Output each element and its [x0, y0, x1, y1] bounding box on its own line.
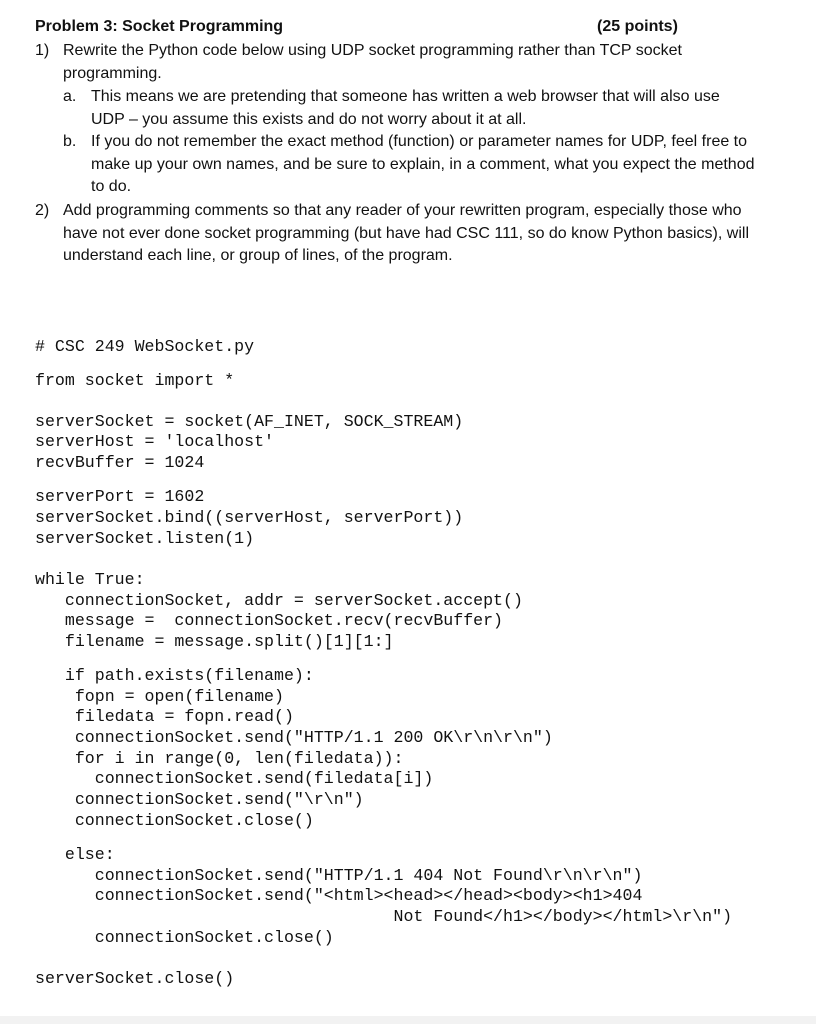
code-line: serverSocket.listen(1)	[35, 529, 255, 548]
code-line: from socket import *	[35, 371, 235, 390]
code-line: connectionSocket.send("HTTP/1.1 404 Not Found\r\n\r\n")	[35, 866, 643, 885]
item-2-marker: 2)	[35, 202, 50, 219]
code-line: connectionSocket.close()	[35, 928, 334, 947]
item-1b-marker: b.	[63, 133, 77, 150]
code-line: else:	[35, 845, 115, 864]
code-line: serverPort = 1602	[35, 487, 205, 506]
code-line: serverSocket.close()	[35, 969, 235, 988]
problem-points: (25 points)	[597, 18, 678, 35]
code-line: while True:	[35, 570, 145, 589]
code-line: Not Found</h1></body></html>\r\n")	[35, 907, 733, 926]
page-bottom-edge	[0, 1016, 816, 1024]
code-line: connectionSocket.send("HTTP/1.1 200 OK\r\n\r\n")	[35, 728, 553, 747]
code-line: # CSC 249 WebSocket.py	[35, 337, 255, 356]
item-1a-marker: a.	[63, 88, 77, 105]
code-line: connectionSocket.close()	[35, 811, 314, 830]
code-line: if path.exists(filename):	[35, 666, 314, 685]
item-2-text: Add programming comments so that any reader of your rewritten program, especially those who have not ever done socket programming (but have had CSC 111, so do know Python basics), will understand each line, or group of lines, of the program.	[63, 202, 749, 265]
code-line: fopn = open(filename)	[35, 687, 284, 706]
code-line: connectionSocket.send("<html><head></head><body><h1>404	[35, 886, 643, 905]
code-line: filedata = fopn.read()	[35, 707, 294, 726]
item-1-marker: 1)	[35, 42, 50, 59]
item-1a-text: This means we are pretending that someone has written a web browser that will also use UDP – you assume this exists and do not worry about it at all.	[91, 88, 720, 128]
code-line: connectionSocket.send("\r\n")	[35, 790, 364, 809]
problem-header	[35, 18, 735, 42]
code-line: serverHost = 'localhost'	[35, 432, 274, 451]
item-1b-text: If you do not remember the exact method (function) or parameter names for UDP, feel free to make up your own names, and be sure to explain, in a comment, what you expect the method to do.	[91, 133, 755, 196]
code-line: recvBuffer = 1024	[35, 453, 205, 472]
code-line: connectionSocket.send(filedata[i])	[35, 769, 434, 788]
code-line: for i in range(0, len(filedata)):	[35, 749, 404, 768]
item-1-text: Rewrite the Python code below using UDP socket programming rather than TCP socket programming.	[63, 42, 682, 82]
code-line: connectionSocket, addr = serverSocket.accept()	[35, 591, 523, 610]
code-line: serverSocket = socket(AF_INET, SOCK_STREAM)	[35, 412, 464, 431]
code-line: message = connectionSocket.recv(recvBuffer)	[35, 611, 504, 630]
code-line: serverSocket.bind((serverHost, serverPort))	[35, 508, 464, 527]
code-line: filename = message.split()[1][1:]	[35, 632, 394, 651]
problem-title: Problem 3: Socket Programming	[35, 18, 284, 35]
